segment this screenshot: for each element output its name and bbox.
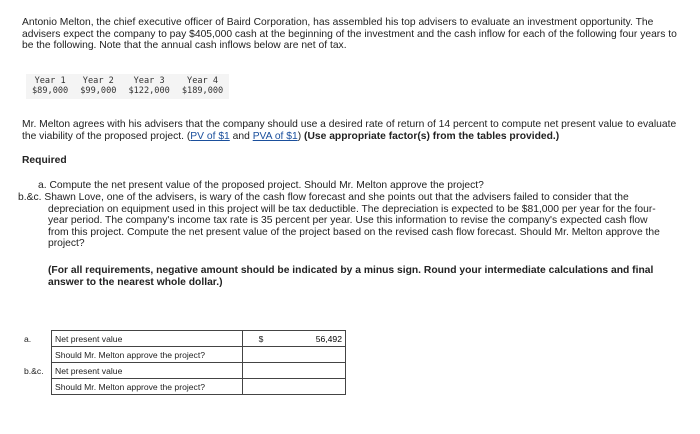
row-tag [22, 347, 52, 363]
table-row [22, 347, 346, 363]
cash-inflow-table [26, 74, 229, 99]
row-tag: a. [24, 333, 32, 344]
agree-text: Mr. Melton agrees with his advisers that the company should use a desired rate of return of 14 percent to compute net present value to evaluate the viability of the proposed project. ( [22, 119, 677, 142]
npv-bc-symbol [243, 363, 280, 379]
cash-inflow-value: $189,000 [181, 86, 224, 96]
factor-instruction: (Use appropriate factor(s) from the tables provided.) [304, 130, 560, 142]
required-heading: Required [22, 155, 67, 166]
cash-inflow-value: $99,000 [80, 86, 117, 96]
pva-of-1-link[interactable]: PVA of $1 [252, 130, 298, 142]
row-tag: b.&c. [24, 365, 44, 376]
rounding-note: (For all requirements, negative amount should be indicated by a minus sign. Round your intermediate calculations and final answer to the nearest whole dollar.) [48, 265, 654, 288]
pv-of-1-link[interactable]: PV of $1 [190, 130, 230, 142]
requirement-a: a. Compute the net present value of the proposed project. Should Mr. Melton approve the project? [38, 180, 484, 191]
approve-a-input[interactable] [279, 347, 346, 363]
table-row [22, 331, 346, 347]
year-header: Year 4 [187, 76, 219, 86]
table-row [22, 379, 346, 395]
agree-and: and [229, 130, 253, 142]
approve-bc-symbol [243, 379, 280, 395]
requirement-bc [18, 192, 668, 250]
row-label: Should Mr. Melton approve the project? [52, 379, 243, 395]
row-tag [22, 379, 52, 395]
table-row [22, 363, 346, 379]
row-label: Net present value [52, 363, 243, 379]
year-header: Year 2 [82, 76, 114, 86]
approve-bc-input[interactable] [279, 379, 346, 395]
dollar-sign: $ [243, 331, 280, 347]
year-header: Year 1 [34, 76, 66, 86]
approve-a-symbol [243, 347, 280, 363]
npv-a-input[interactable] [282, 334, 342, 344]
npv-a-cell [279, 331, 346, 347]
row-label: Net present value [52, 331, 243, 347]
cash-inflow-value: $89,000 [32, 86, 69, 96]
agree-close: ) [297, 130, 305, 142]
agree-paragraph [22, 119, 682, 142]
row-label: Should Mr. Melton approve the project? [52, 347, 243, 363]
requirement-bc-text: b.&c. Shawn Love, one of the advisers, is wary of the cash flow forecast and she points out that the advisers failed to consider that the depreciation on equipment used in this project will be tax deductible. The depreciation is expected to be $81,000 per year for the four-year period. The company's income tax rate is 35 percent per year. Use this information to revise the company's expected cash flow from this project. Compute the net present value of the project based on the revised cash flow forecast. Should Mr. Melton approve the project? [18, 192, 660, 250]
intro-paragraph: Antonio Melton, the chief executive officer of Baird Corporation, has assembled his top advisers to evaluate an investment opportunity. The advisers expect the company to pay $405,000 cash at the beginning of the investment and the cash inflow for each of the following four years to be the following. Note that the annual cash inflows below are net of tax. [22, 17, 677, 52]
year-header: Year 3 [133, 76, 165, 86]
answer-table [22, 330, 346, 395]
npv-bc-input[interactable] [279, 363, 346, 379]
cash-inflow-value: $122,000 [128, 86, 170, 96]
